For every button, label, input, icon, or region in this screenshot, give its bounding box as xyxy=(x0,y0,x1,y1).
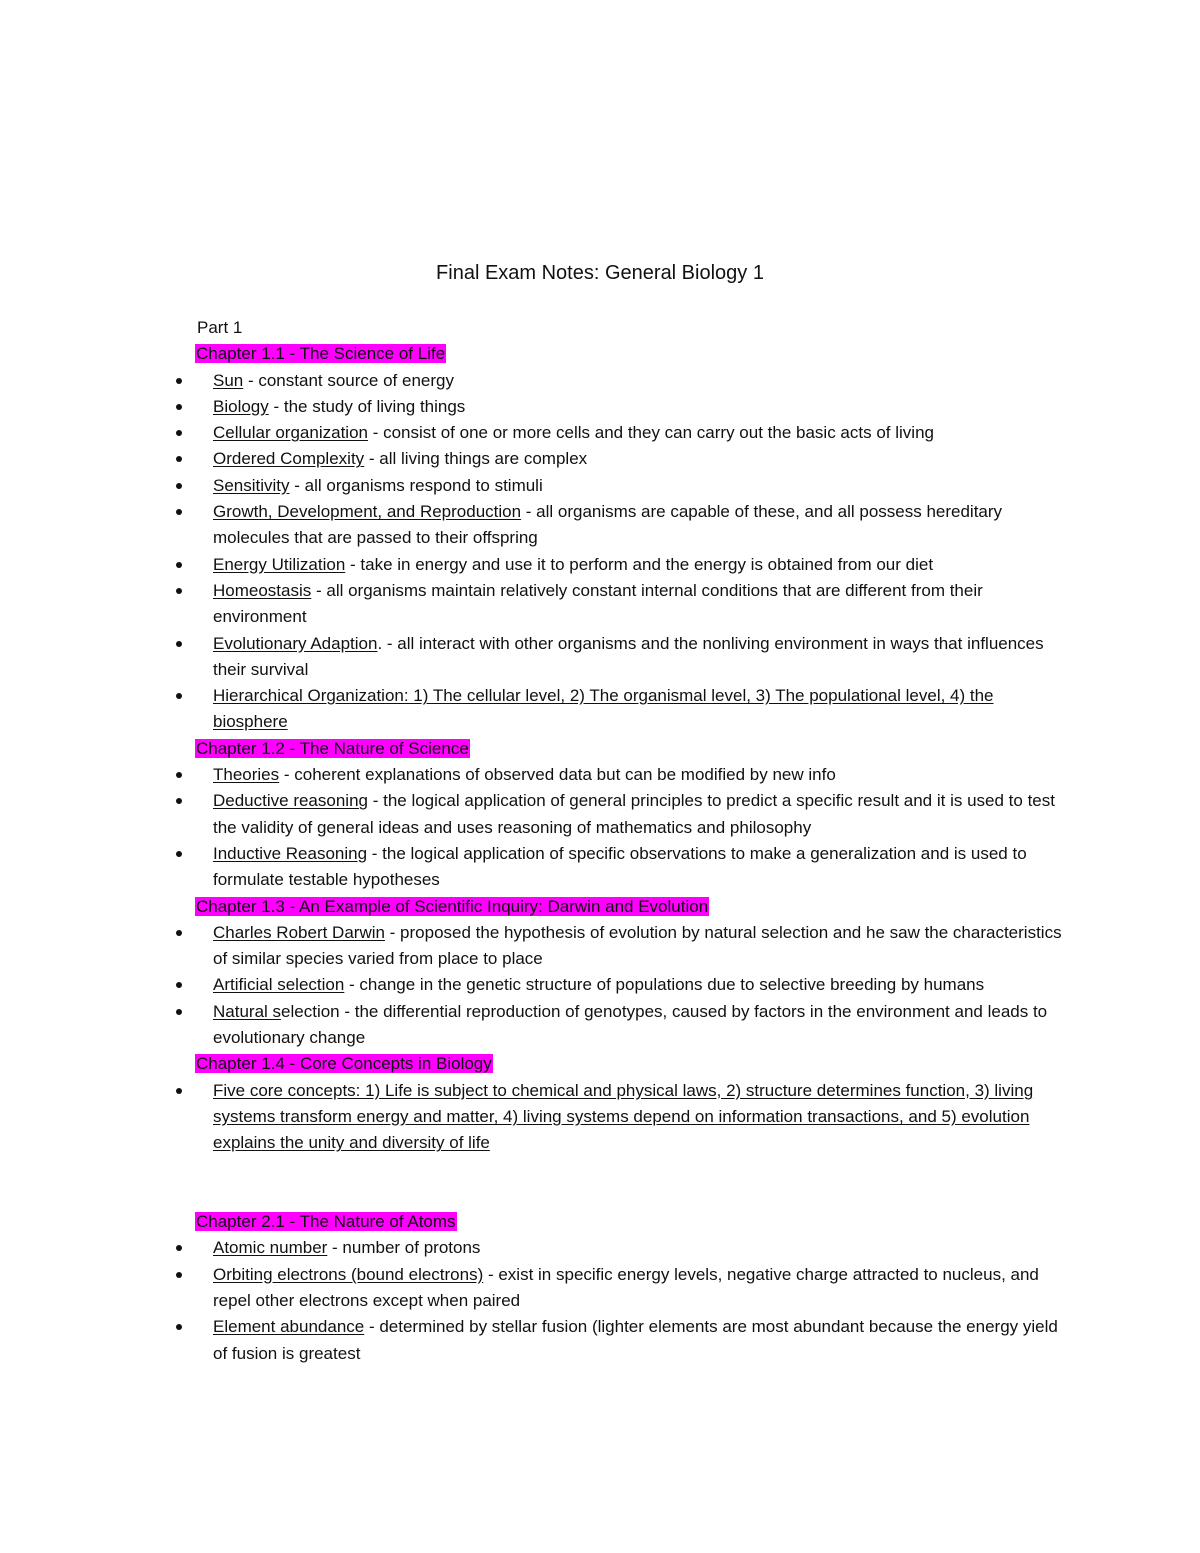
list-item xyxy=(0,420,1200,446)
term: Homeostasis xyxy=(213,580,312,600)
bullet-icon xyxy=(176,1009,182,1015)
bullet-icon xyxy=(176,851,182,857)
bullet-list xyxy=(0,1235,1200,1366)
chapter-highlight: Chapter 1.3 - An Example of Scientific Inquiry: Darwin and Evolution xyxy=(196,896,709,916)
bullet-icon xyxy=(176,982,182,988)
bullet-icon xyxy=(176,588,182,594)
list-item xyxy=(0,394,1200,420)
term: Sensitivity xyxy=(213,475,290,495)
term: Sun xyxy=(213,370,244,390)
term: Growth, Development, and Reproduction xyxy=(213,502,522,522)
bullet-icon xyxy=(176,1272,182,1278)
chapter-highlight: Chapter 2.1 - The Nature of Atoms xyxy=(196,1212,456,1232)
definition: - take in energy and use it to perform and the energy is obtained from our diet xyxy=(345,554,934,574)
bullet-list xyxy=(0,920,1200,1051)
list-item xyxy=(0,368,1200,394)
definition: - coherent explanations of observed data but can be modified by new info xyxy=(279,765,836,785)
bullet-icon xyxy=(176,798,182,804)
list-item xyxy=(0,446,1200,472)
definition: - all organisms maintain relatively constant internal conditions that are different from their environment xyxy=(213,580,983,627)
term: Biology xyxy=(213,396,269,416)
bullet-icon xyxy=(176,483,182,489)
bullet-list xyxy=(0,368,1200,736)
bullet-icon xyxy=(176,1245,182,1251)
list-item xyxy=(0,920,1200,973)
list-item xyxy=(0,788,1200,841)
definition: - the study of living things xyxy=(268,396,466,416)
document-title: Final Exam Notes: General Biology 1 xyxy=(436,262,764,284)
bullet-icon xyxy=(176,641,182,647)
list-item xyxy=(0,999,1200,1052)
chapter-highlight: Chapter 1.1 - The Science of Life xyxy=(196,344,446,364)
bullet-icon xyxy=(176,404,182,410)
bullet-icon xyxy=(176,1088,182,1094)
list-item xyxy=(0,1235,1200,1261)
chapter-heading xyxy=(0,894,1200,920)
definition: . - all interact with other organisms and the nonliving environment in ways that influences their survival xyxy=(213,633,1044,679)
definition: - number of protons xyxy=(327,1238,481,1258)
bullet-icon xyxy=(176,930,182,936)
term: Ordered Complexity xyxy=(213,449,365,469)
bullet-icon xyxy=(176,456,182,462)
term: Natural s xyxy=(213,1001,282,1021)
definition: - determined by stellar fusion (lighter elements are most abundant because the energy yield of fusion is greatest xyxy=(213,1317,1058,1363)
list-item xyxy=(0,972,1200,998)
definition: - exist in specific energy levels, negative charge attracted to nucleus, and repel other electrons except when paired xyxy=(213,1264,1039,1310)
term: Atomic number xyxy=(213,1238,328,1258)
chapter-heading xyxy=(0,1209,1200,1235)
definition: - change in the genetic structure of populations due to selective breeding by humans xyxy=(344,975,985,995)
chapter-heading xyxy=(0,736,1200,762)
list-item xyxy=(0,552,1200,578)
list-item xyxy=(0,473,1200,499)
part-label: Part 1 xyxy=(197,318,243,337)
bullet-icon xyxy=(176,1324,182,1330)
term: Charles Robert Darwin xyxy=(213,922,385,942)
term: Orbiting electrons (bound electrons) xyxy=(213,1264,484,1284)
bullet-icon xyxy=(176,562,182,568)
bullet-icon xyxy=(176,772,182,778)
section-gap xyxy=(0,1157,1200,1210)
chapter-heading xyxy=(0,341,1200,367)
bullet-list xyxy=(0,762,1200,893)
list-item xyxy=(0,1262,1200,1315)
chapter-highlight: Chapter 1.2 - The Nature of Science xyxy=(196,738,469,758)
term: Energy Utilization xyxy=(213,554,346,574)
bullet-list xyxy=(0,1078,1200,1157)
definition: election - the differential reproduction of genotypes, caused by factors in the environment and leads to evolutionary change xyxy=(213,1001,1048,1048)
definition: - all living things are complex xyxy=(364,449,588,469)
list-item xyxy=(0,631,1200,684)
list-item xyxy=(0,578,1200,631)
bullet-icon xyxy=(176,509,182,515)
term: Inductive Reasoning xyxy=(213,843,368,863)
term: Theories xyxy=(213,765,280,785)
definition: - the logical application of specific observations to make a generalization and is used to formulate testable hypotheses xyxy=(213,843,1027,890)
term: Hierarchical Organization: 1) The cellular level, 2) The organismal level, 3) The populational level, 4) the biosphere xyxy=(213,686,994,732)
bullet-icon xyxy=(176,430,182,436)
term: Element abundance xyxy=(213,1317,365,1337)
definition: - constant source of energy xyxy=(243,370,454,390)
definition: - all organisms are capable of these, and all possess hereditary molecules that are passed to their offspring xyxy=(213,502,1003,548)
bullet-icon xyxy=(176,693,182,699)
term: Evolutionary Adaption xyxy=(213,633,378,653)
term: Artificial selection xyxy=(213,975,345,995)
list-item xyxy=(0,1078,1200,1157)
term: Five core concepts: 1) Life is subject to chemical and physical laws, 2) structure determines function, 3) living systems transform energy and matter, 4) living systems depend on information transactions, and 5) evolution explains the unity and diversity of life xyxy=(213,1080,1034,1153)
list-item xyxy=(0,1314,1200,1367)
list-item xyxy=(0,683,1200,736)
chapter-highlight: Chapter 1.4 - Core Concepts in Biology xyxy=(196,1054,492,1074)
bullet-icon xyxy=(176,378,182,384)
list-item xyxy=(0,841,1200,894)
term: Deductive reasoning xyxy=(213,791,368,811)
definition: - proposed the hypothesis of evolution by natural selection and he saw the characteristics of similar species varied from place to place xyxy=(213,922,1062,969)
definition: - consist of one or more cells and they can carry out the basic acts of living xyxy=(367,423,934,443)
term: Cellular organization xyxy=(213,423,368,443)
document-body xyxy=(0,315,1200,1367)
list-item xyxy=(0,762,1200,788)
list-item xyxy=(0,499,1200,552)
chapter-heading xyxy=(0,1051,1200,1077)
definition: - the logical application of general principles to predict a specific result and it is used to test the validity of general ideas and uses reasoning of mathematics and philosophy xyxy=(213,791,1055,837)
definition: - all organisms respond to stimuli xyxy=(289,475,543,495)
